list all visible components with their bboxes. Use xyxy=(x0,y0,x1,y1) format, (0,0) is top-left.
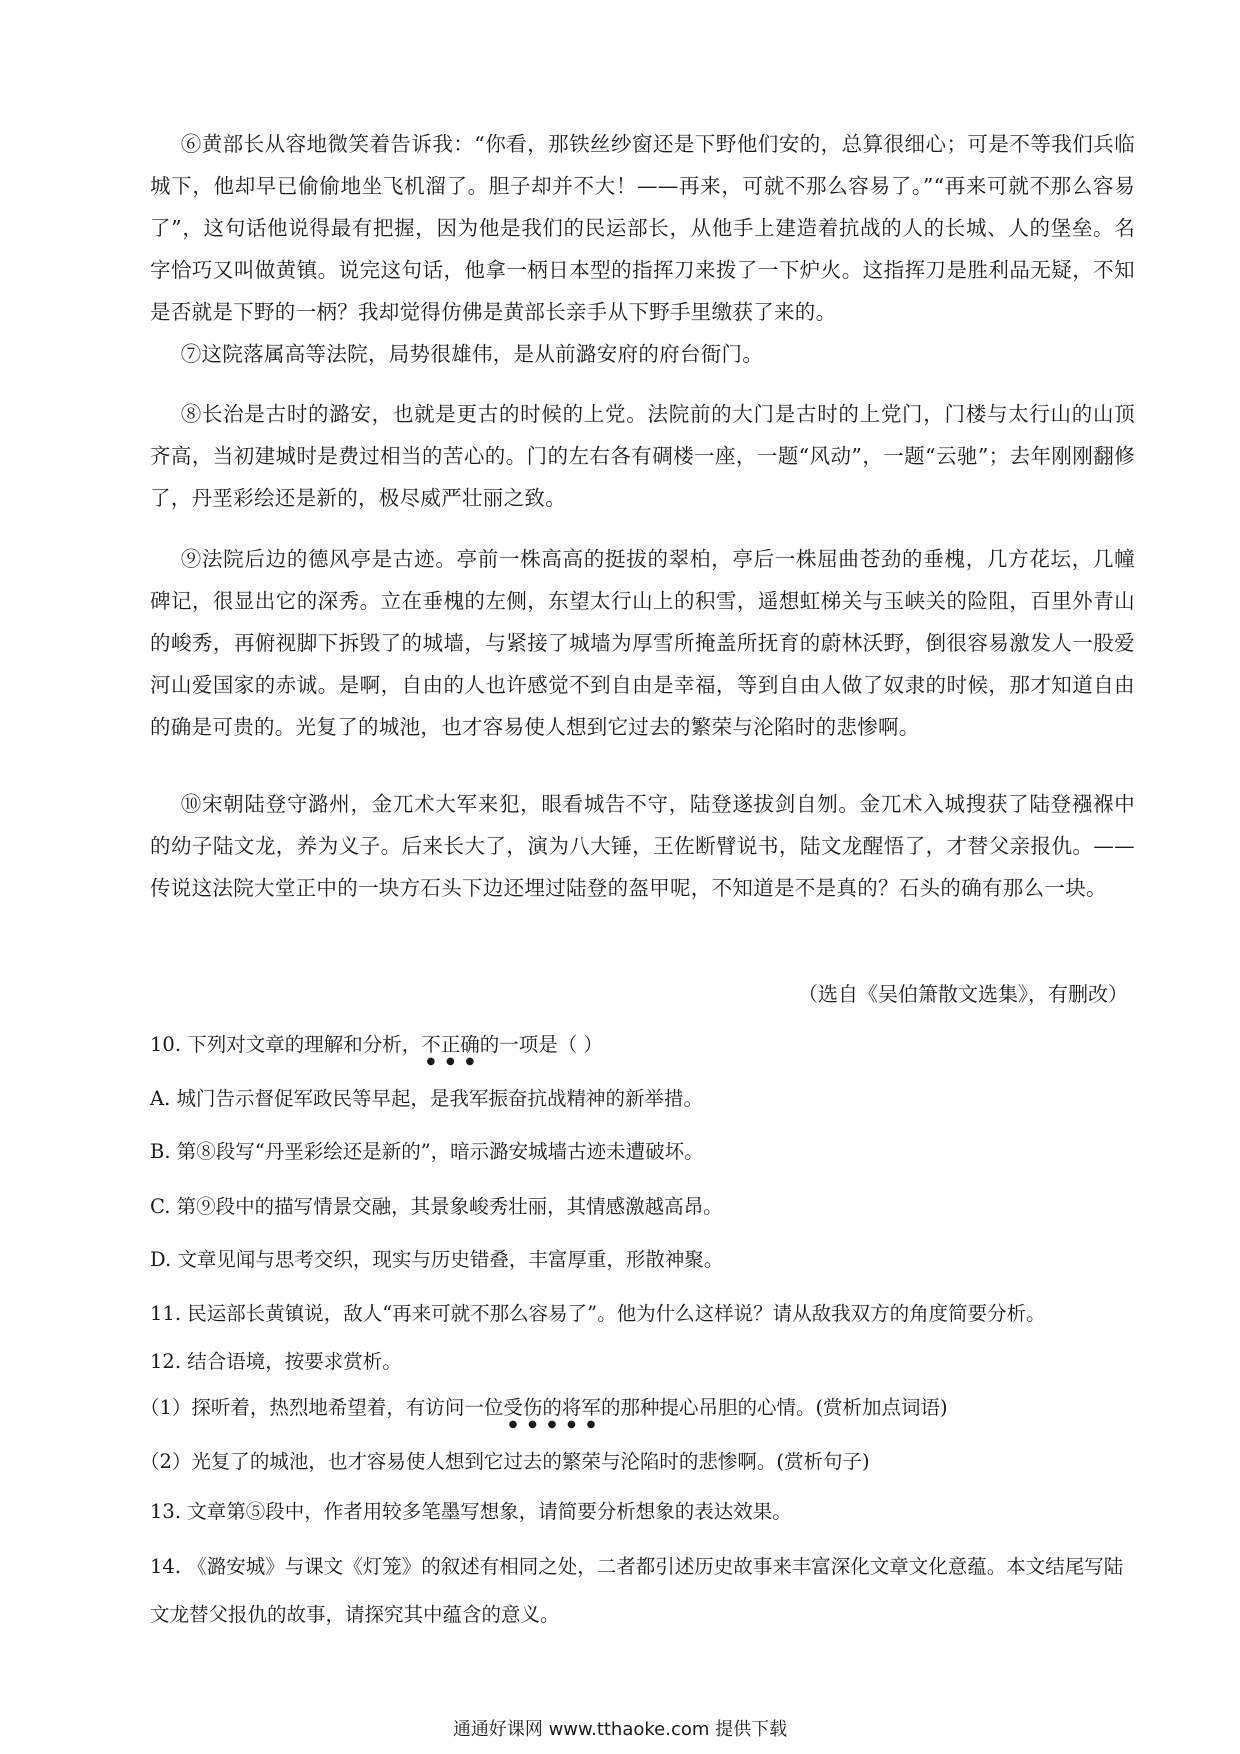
option-b: B. 第⑧段写“丹垩彩绘还是新的”，暗示潞安城墙古迹未遭破坏。 xyxy=(150,1140,704,1163)
option-c: C. 第⑨段中的描写情景交融，其景象峻秀壮丽，其情感激越高昂。 xyxy=(150,1195,723,1218)
source-citation: （选自《吴伯箫散文选集》，有删改） xyxy=(798,982,1128,1006)
footer-download-note: 通通好课网 www.tthaoke.com 提供下载 xyxy=(452,1719,788,1740)
question-12: 12. 结合语境，按要求赏析。 xyxy=(150,1350,402,1373)
paragraph-10: ⑩宋朝陆登守潞州，金兀术大军来犯，眼看城告不守，陆登遂拔剑自刎。金兀术入城搜获了陆登襁褓中的幼子陆文龙，养为义子。后来长大了，演为八大锤，王佐断臂说书，陆文龙醒悟了，才替父亲报仇。——传说这法院大堂正中的一块方石头下边还埋过陆登的盔甲呢，不知道是不是真的？石头的确有那么一块。 xyxy=(150,792,1135,900)
paragraph-6: ⑥黄部长从容地微笑着告诉我：“你看，那铁丝纱窗还是下野他们安的，总算很细心；可是不等我们兵临城下，他却早已偷偷地坐飞机溜了。胆子却并不大！——再来，可就不那么容易了。”“再来可就不那么容易了”，这句话他说得最有把握，因为他是我们的民运部长，从他手上建造着抗战的人的长城、人的堡垒。名字恰巧又叫做黄镇。说完这句话，他拿一柄日本型的指挥刀来拨了一下炉火。这指挥刀是胜利品无疑，不知是否就是下野的一柄？我却觉得仿佛是黄部长亲手从下野手里缴获了来的。 xyxy=(150,132,1135,324)
question-12-part-1 xyxy=(140,1388,1130,1430)
question-12-1-prefix: （1）探听着，热烈地希望着，有访问一位 xyxy=(140,1396,504,1419)
question-14: 14. 《潞安城》与课文《灯笼》的叙述有相同之处，二者都引述历史故事来丰富深化文章文化意蕴。本文结尾写陆文龙替父报仇的故事，请探究其中蕴含的意义。 xyxy=(150,1555,1124,1626)
paragraph-8: ⑧长治是古时的潞安，也就是更古的时候的上党。法院前的大门是古时的上党门，门楼与太行山的山顶齐高，当初建城时是费过相当的苦心的。门的左右各有碉楼一座，一题“风动”，一题“云驰”；去年刚刚翻修了，丹垩彩绘还是新的，极尽威严壮丽之致。 xyxy=(150,402,1135,510)
paragraph-9: ⑨法院后边的德风亭是古迹。亭前一株高高的挺拔的翠柏，亭后一株屈曲苍劲的垂槐，几方花坛，几幢碑记，很显出它的深秀。立在垂槐的左侧，东望太行山上的积雪，遥想虹梯关与玉峡关的险阻，百里外青山的峻秀，再俯视脚下拆毁了的城墙，与紧接了城墙为厚雪所掩盖所抚育的蔚林沃野，倒很容易激发人一股爱河山爱国家的赤诚。是啊，自由的人也许感觉不到自由是幸福，等到自由人做了奴隶的时候，那才知道自由的确是可贵的。光复了的城池，也才容易使人想到它过去的繁荣与沦陷时的悲惨啊。 xyxy=(150,547,1135,739)
question-10 xyxy=(150,1025,1140,1067)
question-12-part-2: （2）光复了的城池，也才容易使人想到它过去的繁荣与沦陷时的悲惨啊。(赏析句子) xyxy=(140,1450,870,1473)
question-10-suffix: 的一项是（ ） xyxy=(479,1033,603,1056)
paragraph-7: ⑦这院落属高等法院，局势很雄伟，是从前潞安府的府台衙门。 xyxy=(180,342,764,366)
question-12-1-suffix: 的那种提心吊胆的心情。(赏析加点词语) xyxy=(600,1396,948,1419)
question-10-emphasis: 不正确 xyxy=(421,1033,480,1056)
question-11: 11. 民运部长黄镇说，敌人“再来可就不那么容易了”。他为什么这样说？请从敌我双方的角度简要分析。 xyxy=(150,1302,1046,1325)
option-a: A. 城门告示督促军政民等早起，是我军振奋抗战精神的新举措。 xyxy=(150,1087,703,1110)
option-d: D. 文章见闻与思考交织，现实与历史错叠，丰富厚重，形散神聚。 xyxy=(150,1248,724,1271)
question-12-1-emphasis: 受伤的将军 xyxy=(503,1396,601,1419)
question-10-prefix: 10. 下列对文章的理解和分析， xyxy=(150,1033,422,1056)
question-13: 13. 文章第⑤段中，作者用较多笔墨写想象，请简要分析想象的表达效果。 xyxy=(150,1500,792,1523)
